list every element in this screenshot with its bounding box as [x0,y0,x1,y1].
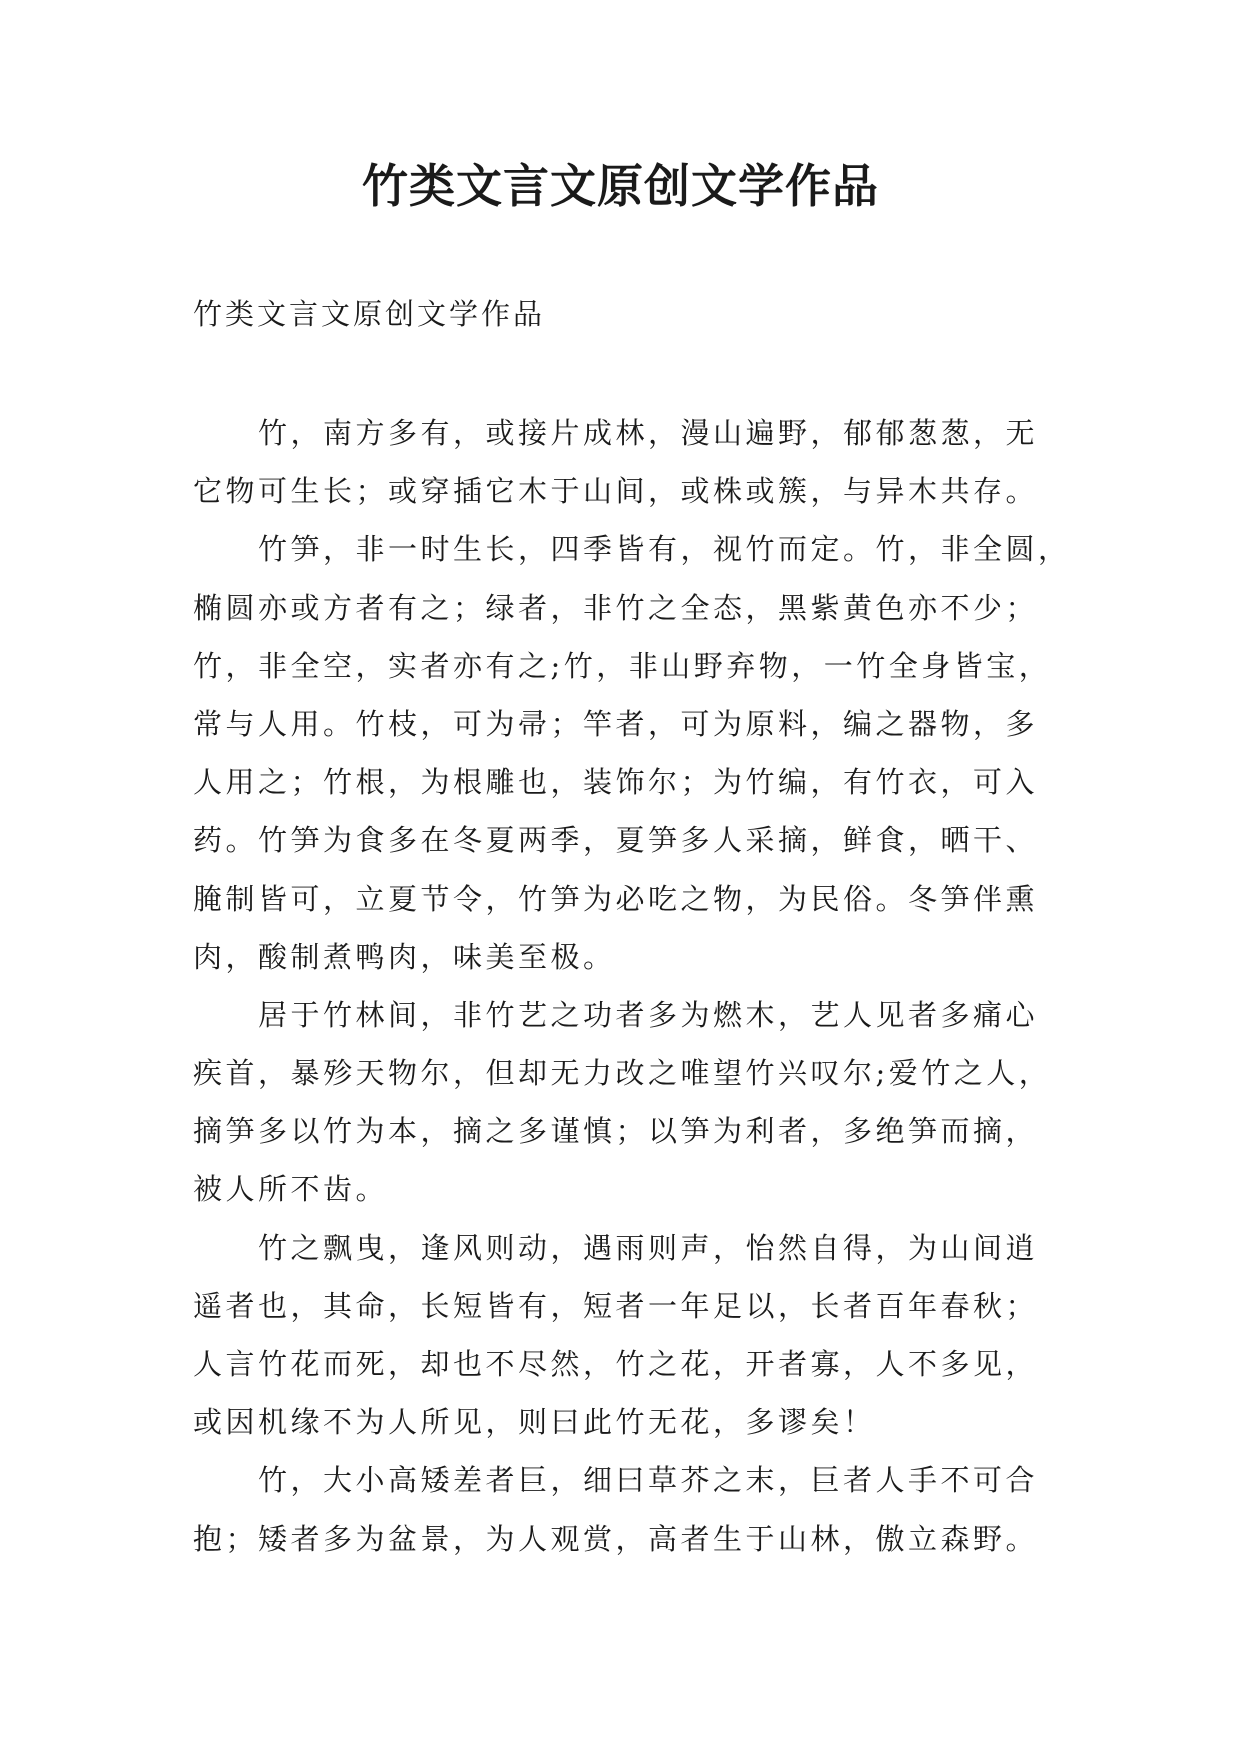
paragraph-line: 腌制皆可，立夏节令，竹笋为必吃之物，为民俗。冬笋伴熏 [193,881,1039,916]
paragraph-line: 抱；矮者多为盆景，为人观赏，高者生于山林，傲立森野。 [193,1521,1039,1556]
document-subtitle: 竹类文言文原创文学作品 [193,297,546,331]
body-paragraph [193,1451,1053,1567]
paragraph-line: 被人所不齿。 [193,1172,389,1207]
document-body [193,404,1071,1568]
paragraph-line: 竹，非全空，实者亦有之;竹，非山野弃物，一竹全身皆宝， [193,648,1052,683]
document-title: 竹类文言文原创文学作品 [362,159,879,213]
body-paragraph [193,404,1053,520]
paragraph-line: 遥者也，其命，长短皆有，短者一年足以，长者百年春秋； [193,1288,1039,1323]
paragraph-line: 竹，大小高矮差者巨，细曰草芥之末，巨者人手不可合 [258,1463,1039,1498]
paragraph-line: 常与人用。竹枝，可为帚；竿者，可为原料，编之器物，多 [193,706,1039,741]
body-paragraph [193,1219,1053,1452]
paragraph-line: 药。竹笋为食多在冬夏两季，夏笋多人采摘，鲜食，晒干、 [193,823,1039,858]
paragraph-line: 疾首，暴殄天物尔，但却无力改之唯望竹兴叹尔;爱竹之人， [193,1056,1052,1091]
paragraph-line: 竹之飘曳，逢风则动，遇雨则声，怡然自得，为山间逍 [258,1230,1039,1265]
paragraph-line: 肉，酸制煮鸭肉，味美至极。 [193,939,616,974]
paragraph-line: 居于竹林间，非竹艺之功者多为燃木，艺人见者多痛心 [258,997,1039,1032]
body-paragraph [193,520,1071,986]
paragraph-line: 摘笋多以竹为本，摘之多谨慎；以笋为利者，多绝笋而摘， [193,1114,1039,1149]
paragraph-line: 椭圆亦或方者有之；绿者，非竹之全态，黑紫黄色亦不少； [193,590,1039,625]
paragraph-line: 竹笋，非一时生长，四季皆有，视竹而定。竹，非全圆， [258,532,1071,567]
paragraph-line: 人言竹花而死，却也不尽然，竹之花，开者寡，人不多见， [193,1347,1039,1381]
body-paragraph [193,986,1053,1219]
paragraph-line: 竹，南方多有，或接片成林，漫山遍野，郁郁葱葱，无 [258,416,1039,450]
paragraph-line: 它物可生长；或穿插它木于山间，或株或簇，与异木共存。 [193,474,1039,509]
paragraph-line: 或因机缘不为人所见，则曰此竹无花，多谬矣！ [193,1405,876,1440]
paragraph-line: 人用之；竹根，为根雕也，装饰尔；为竹编，有竹衣，可入 [193,765,1039,800]
